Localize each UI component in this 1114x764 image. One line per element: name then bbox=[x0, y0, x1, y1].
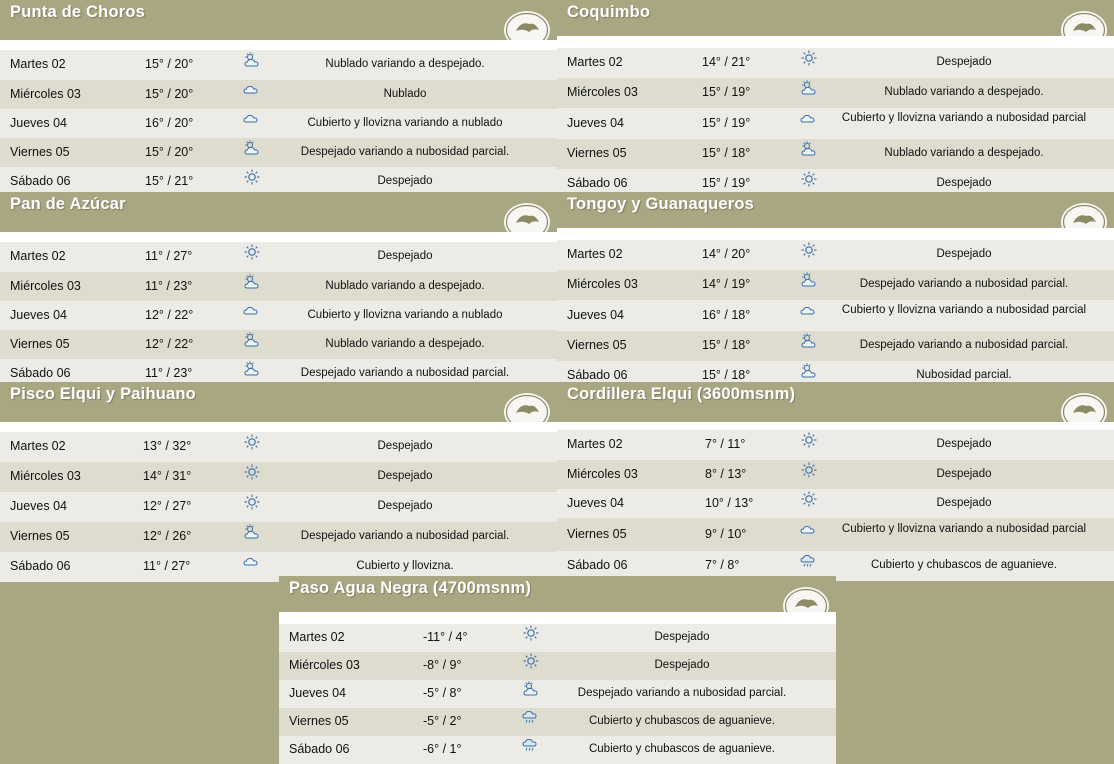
panel-divider bbox=[279, 612, 836, 624]
forecast-row bbox=[0, 80, 557, 109]
forecast-row bbox=[0, 50, 557, 80]
panel-title: Paso Agua Negra (4700msnm) bbox=[289, 579, 532, 597]
sun-cloud-icon bbox=[242, 332, 262, 348]
forecast-panel bbox=[557, 382, 1114, 578]
panel-title: Tongoy y Guanaqueros bbox=[567, 195, 755, 213]
sleet-cloud-icon bbox=[521, 737, 541, 753]
forecast-description: Despejado bbox=[377, 250, 433, 262]
forecast-description: Despejado bbox=[654, 631, 710, 643]
forecast-row bbox=[279, 624, 836, 652]
forecast-row bbox=[279, 680, 836, 708]
sun-cloud-icon bbox=[242, 52, 262, 68]
forecast-row bbox=[0, 492, 557, 522]
day-label: Martes 02 bbox=[10, 249, 66, 263]
panel-header bbox=[279, 576, 836, 612]
forecast-row bbox=[557, 48, 1114, 78]
temperature-range: 15° / 19° bbox=[702, 85, 751, 99]
forecast-row bbox=[557, 489, 1114, 518]
forecast-description: Despejado variando a nubosidad parcial. bbox=[859, 339, 1069, 351]
day-label: Viernes 05 bbox=[567, 146, 627, 160]
sun-cloud-icon bbox=[799, 141, 819, 157]
forecast-panel bbox=[0, 0, 557, 192]
day-label: Jueves 04 bbox=[10, 116, 67, 130]
day-label: Jueves 04 bbox=[567, 116, 624, 130]
sun-icon bbox=[242, 434, 262, 450]
forecast-description: Despejado bbox=[377, 500, 433, 512]
sun-cloud-icon bbox=[799, 80, 819, 96]
temperature-range: 15° / 18° bbox=[702, 368, 751, 382]
forecast-row bbox=[279, 652, 836, 680]
day-label: Jueves 04 bbox=[289, 686, 346, 700]
sun-icon bbox=[242, 169, 262, 185]
panel-header bbox=[0, 192, 557, 232]
day-label: Miércoles 03 bbox=[10, 279, 81, 293]
forecast-row bbox=[0, 462, 557, 492]
forecast-row bbox=[0, 301, 557, 330]
temperature-range: 16° / 18° bbox=[702, 308, 751, 322]
forecast-description: Cubierto y chubascos de aguanieve. bbox=[588, 715, 776, 727]
temperature-range: 10° / 13° bbox=[705, 496, 754, 510]
day-label: Jueves 04 bbox=[567, 496, 624, 510]
temperature-range: 7° / 8° bbox=[705, 558, 740, 572]
day-label: Viernes 05 bbox=[10, 337, 70, 351]
temperature-range: 12° / 26° bbox=[143, 529, 192, 543]
forecast-description: Despejado variando a nubosidad parcial. bbox=[300, 530, 510, 542]
forecast-row bbox=[557, 331, 1114, 361]
day-label: Jueves 04 bbox=[10, 308, 67, 322]
sun-icon bbox=[799, 50, 819, 66]
forecast-row bbox=[279, 708, 836, 736]
forecast-description: Nublado bbox=[383, 88, 427, 100]
forecast-description: Despejado bbox=[377, 175, 433, 187]
temperature-range: -5° / 2° bbox=[423, 714, 462, 728]
sun-cloud-icon bbox=[799, 363, 819, 379]
forecast-description: Despejado variando a nubosidad parcial. bbox=[577, 687, 787, 699]
forecast-row bbox=[557, 300, 1114, 331]
forecast-description: Despejado bbox=[936, 56, 992, 68]
day-label: Viernes 05 bbox=[567, 527, 627, 541]
forecast-description: Nubosidad parcial. bbox=[916, 369, 1012, 381]
sun-cloud-icon bbox=[242, 361, 262, 377]
forecast-row bbox=[557, 108, 1114, 139]
day-label: Martes 02 bbox=[10, 439, 66, 453]
sun-icon bbox=[521, 625, 541, 641]
day-label: Martes 02 bbox=[10, 57, 66, 71]
cloud-icon bbox=[242, 82, 262, 98]
forecast-panel bbox=[0, 382, 557, 578]
day-label: Miércoles 03 bbox=[10, 87, 81, 101]
day-label: Sábado 06 bbox=[10, 366, 71, 380]
temperature-range: 15° / 20° bbox=[145, 87, 194, 101]
sun-cloud-icon bbox=[242, 524, 262, 540]
temperature-range: 11° / 27° bbox=[143, 559, 191, 573]
day-label: Martes 02 bbox=[567, 247, 623, 261]
cloud-icon bbox=[799, 303, 819, 319]
forecast-description: Cubierto y llovizna. bbox=[356, 560, 454, 572]
temperature-range: 14° / 19° bbox=[702, 277, 751, 291]
day-label: Martes 02 bbox=[567, 55, 623, 69]
forecast-description: Nublado variando a despejado. bbox=[884, 86, 1044, 98]
temperature-range: -11° / 4° bbox=[423, 630, 468, 644]
day-label: Sábado 06 bbox=[567, 368, 628, 382]
sun-cloud-icon bbox=[242, 140, 262, 156]
day-label: Viernes 05 bbox=[10, 529, 70, 543]
day-label: Sábado 06 bbox=[289, 742, 350, 756]
temperature-range: 16° / 20° bbox=[145, 116, 194, 130]
day-label: Viernes 05 bbox=[10, 145, 70, 159]
forecast-row bbox=[0, 272, 557, 301]
temperature-range: 11° / 23° bbox=[145, 279, 193, 293]
forecast-row bbox=[557, 460, 1114, 489]
forecast-description: Despejado bbox=[936, 177, 992, 189]
panel-header bbox=[0, 0, 557, 40]
cloud-icon bbox=[799, 522, 819, 538]
forecast-panel bbox=[557, 0, 1114, 192]
forecast-description: Despejado bbox=[936, 497, 992, 509]
temperature-range: -6° / 1° bbox=[423, 742, 462, 756]
forecast-description: Nublado variando a despejado. bbox=[884, 147, 1044, 159]
temperature-range: 11° / 23° bbox=[145, 366, 193, 380]
forecast-description: Nublado variando a despejado. bbox=[325, 338, 485, 350]
sun-icon bbox=[799, 171, 819, 187]
forecast-description: Despejado bbox=[936, 438, 992, 450]
panel-header bbox=[557, 192, 1114, 228]
forecast-description: Nublado variando a despejado. bbox=[325, 280, 485, 292]
forecast-row bbox=[557, 518, 1114, 551]
panel-title: Punta de Choros bbox=[10, 3, 146, 21]
day-label: Sábado 06 bbox=[567, 176, 628, 190]
day-label: Miércoles 03 bbox=[289, 658, 360, 672]
sun-icon bbox=[242, 494, 262, 510]
panel-divider bbox=[0, 422, 557, 432]
forecast-description: Despejado variando a nubosidad parcial. bbox=[300, 367, 510, 379]
sun-icon bbox=[242, 244, 262, 260]
panel-title: Pan de Azúcar bbox=[10, 195, 126, 213]
temperature-range: 15° / 18° bbox=[702, 338, 751, 352]
forecast-panel bbox=[0, 192, 557, 382]
panel-title: Pisco Elqui y Paihuano bbox=[10, 385, 196, 403]
forecast-panel bbox=[279, 576, 836, 760]
cloud-icon bbox=[799, 111, 819, 127]
cloud-icon bbox=[242, 554, 262, 570]
forecast-description: Nublado variando a despejado. bbox=[325, 58, 485, 70]
forecast-description: Cubierto y llovizna variando a nubosidad parcial bbox=[841, 112, 1087, 124]
temperature-range: 15° / 21° bbox=[145, 174, 194, 188]
temperature-range: 15° / 20° bbox=[145, 145, 194, 159]
sun-cloud-icon bbox=[521, 681, 541, 697]
day-label: Martes 02 bbox=[289, 630, 345, 644]
forecast-description: Cubierto y llovizna variando a nublado bbox=[307, 117, 503, 129]
panel-divider bbox=[0, 40, 557, 50]
panel-divider bbox=[557, 36, 1114, 48]
day-label: Jueves 04 bbox=[567, 308, 624, 322]
sun-cloud-icon bbox=[242, 274, 262, 290]
panel-title: Coquimbo bbox=[567, 3, 651, 21]
day-label: Miércoles 03 bbox=[567, 277, 638, 291]
forecast-description: Despejado bbox=[654, 659, 710, 671]
temperature-range: 8° / 13° bbox=[705, 467, 747, 481]
forecast-description: Despejado bbox=[936, 248, 992, 260]
forecast-row bbox=[0, 109, 557, 138]
forecast-row bbox=[0, 330, 557, 359]
temperature-range: 15° / 19° bbox=[702, 176, 751, 190]
forecast-row bbox=[557, 270, 1114, 300]
temperature-range: 14° / 31° bbox=[143, 469, 192, 483]
forecast-description: Cubierto y chubascos de aguanieve. bbox=[870, 559, 1058, 571]
sun-icon bbox=[242, 464, 262, 480]
temperature-range: 14° / 21° bbox=[702, 55, 751, 69]
temperature-range: 12° / 22° bbox=[145, 308, 194, 322]
forecast-panel bbox=[557, 192, 1114, 382]
panel-divider bbox=[0, 232, 557, 242]
panel-header bbox=[557, 0, 1114, 36]
forecast-row bbox=[0, 432, 557, 462]
day-label: Sábado 06 bbox=[10, 559, 71, 573]
day-label: Jueves 04 bbox=[10, 499, 67, 513]
forecast-description: Despejado bbox=[936, 468, 992, 480]
forecast-row bbox=[557, 78, 1114, 108]
forecast-row bbox=[557, 240, 1114, 270]
sun-icon bbox=[799, 432, 819, 448]
day-label: Viernes 05 bbox=[289, 714, 349, 728]
forecast-description: Despejado bbox=[377, 440, 433, 452]
day-label: Miércoles 03 bbox=[567, 85, 638, 99]
sleet-cloud-icon bbox=[521, 709, 541, 725]
cloud-icon bbox=[242, 303, 262, 319]
panel-header bbox=[0, 382, 557, 422]
sun-icon bbox=[799, 491, 819, 507]
sleet-cloud-icon bbox=[799, 553, 819, 569]
forecast-description: Despejado variando a nubosidad parcial. bbox=[859, 278, 1069, 290]
day-label: Miércoles 03 bbox=[10, 469, 81, 483]
temperature-range: 15° / 19° bbox=[702, 116, 751, 130]
panel-divider bbox=[557, 228, 1114, 240]
temperature-range: 9° / 10° bbox=[705, 527, 747, 541]
forecast-row bbox=[557, 139, 1114, 169]
day-label: Sábado 06 bbox=[567, 558, 628, 572]
forecast-row bbox=[0, 522, 557, 552]
forecast-row bbox=[0, 138, 557, 167]
sun-cloud-icon bbox=[799, 272, 819, 288]
temperature-range: 7° / 11° bbox=[705, 437, 746, 451]
temperature-range: 14° / 20° bbox=[702, 247, 751, 261]
day-label: Sábado 06 bbox=[10, 174, 71, 188]
temperature-range: -5° / 8° bbox=[423, 686, 462, 700]
day-label: Miércoles 03 bbox=[567, 467, 638, 481]
sun-icon bbox=[521, 653, 541, 669]
sun-icon bbox=[799, 462, 819, 478]
forecast-description: Cubierto y chubascos de aguanieve. bbox=[588, 743, 776, 755]
panel-divider bbox=[557, 422, 1114, 430]
temperature-range: 15° / 18° bbox=[702, 146, 751, 160]
temperature-range: 12° / 22° bbox=[145, 337, 194, 351]
sun-icon bbox=[799, 242, 819, 258]
temperature-range: 13° / 32° bbox=[143, 439, 192, 453]
forecast-description: Cubierto y llovizna variando a nubosidad parcial bbox=[841, 523, 1087, 535]
panel-header bbox=[557, 382, 1114, 422]
forecast-description: Cubierto y llovizna variando a nubosidad parcial bbox=[841, 304, 1087, 316]
temperature-range: 15° / 20° bbox=[145, 57, 194, 71]
temperature-range: 12° / 27° bbox=[143, 499, 192, 513]
forecast-row bbox=[0, 242, 557, 272]
temperature-range: -8° / 9° bbox=[423, 658, 462, 672]
day-label: Viernes 05 bbox=[567, 338, 627, 352]
panel-title: Cordillera Elqui (3600msnm) bbox=[567, 385, 796, 403]
temperature-range: 11° / 27° bbox=[145, 249, 193, 263]
forecast-description: Despejado variando a nubosidad parcial. bbox=[300, 146, 510, 158]
cloud-icon bbox=[242, 111, 262, 127]
sun-cloud-icon bbox=[799, 333, 819, 349]
day-label: Martes 02 bbox=[567, 437, 623, 451]
forecast-description: Despejado bbox=[377, 470, 433, 482]
forecast-description: Cubierto y llovizna variando a nublado bbox=[307, 309, 503, 321]
forecast-row bbox=[557, 430, 1114, 460]
